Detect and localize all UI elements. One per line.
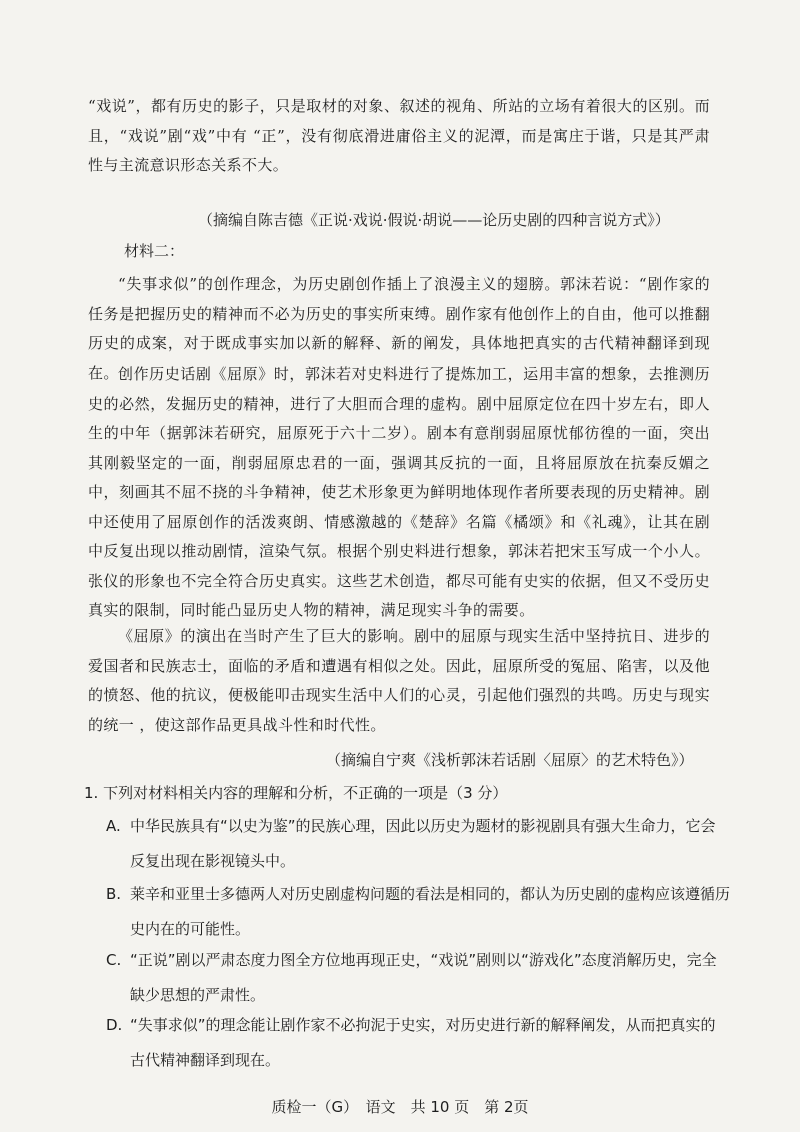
- material2-paragraph-1: “失事求似”的创作理念，为历史剧创作插上了浪漫主义的翅膀。郭沫若说：“剧作家的任务是把握历史的精神而不必为历史的事实所束缚。剧作家有他创作上的自由，他可以推翻历史的成案，对于既成事实加以新的解释、新的阐发，具体地把真实的古代精神翻译到现在。: [88, 275, 710, 382]
- material2-source: （摘编自宁爽《浅析郭沫若话剧〈屈原〉的艺术特色》）: [326, 751, 694, 769]
- question-1-option-a[interactable]: [106, 809, 730, 879]
- option-letter: B.: [106, 885, 122, 903]
- page-footer: 质检一（G） 语文 共 10 页 第 2页: [271, 1098, 529, 1116]
- question-1-option-d[interactable]: [106, 1008, 730, 1078]
- question-1-option-b[interactable]: [106, 877, 730, 947]
- option-letter: A.: [106, 817, 121, 835]
- material2-paragraph-3: 《屈原》的演出在当时产生了巨大的影响。剧中的屈原与现实生活中坚持抗日、进步的爱国者和民族志士，面临的矛盾和遭遇有相似之处。因此，屈原所受的冤屈、陷害，以及他的愤怒、他的抗议，便极能叩击现实生活中人们的心灵，引起他们强烈的共鸣。历史与现实的统一 ，使这部作品更具战斗性和时代性。: [88, 627, 710, 734]
- material2-label: 材料二：: [124, 242, 185, 260]
- option-text: 中华民族具有“以史为鉴”的民族心理，因此以历史为题材的影视剧具有强大生命力，它会反复出现在影视镜头中。: [130, 817, 716, 870]
- material2-paragraph-2: 创作历史话剧《屈原》时，郭沫若对史料进行了提炼加工，运用丰富的想象，去推测历史的必然，发掘历史的精神，进行了大胆而合理的虚构。剧中屈原定位在四十岁左右，即人生的中年（据郭沫若研究，屈原死于六十二岁）。剧本有意削弱屈原忧郁彷徨的一面，突出其刚毅坚定的一面，削弱屈原忠君的一面，强调其反抗的一面，且将屈原放在抗秦反媚之中，刻画其不屈不挠的斗争精神，使艺术形象更为鲜明地体现作者所要表现的历史精神。剧中还使用了屈原创作的活泼爽朗、情感激越的《楚辞》名篇《橘颂》和《礼魂》，让其在剧中反复出现以推动剧情，渲染气氛。根据个别史料进行想象，郭沫若把宋玉写成一个小人。张仪的形象也不完全符合历史真实。这些艺术创造，都尽可能有史实的依据，但又不受历史真实的限制，同时能凸显历史人物的精神，满足现实斗争的需要。: [88, 365, 710, 619]
- option-letter: C.: [106, 951, 122, 969]
- option-text: 莱辛和亚里士多德两人对历史剧虚构问题的看法是相同的，都认为历史剧的虚构应该遵循历史内在的可能性。: [130, 885, 731, 938]
- option-letter: D.: [106, 1016, 123, 1034]
- question-1-stem: 1. 下列对材料相关内容的理解和分析，不正确的一项是（3 分）: [84, 784, 508, 802]
- option-text: “正说”剧以严肃态度力图全方位地再现正史，“戏说”剧则以“游戏化”态度消解历史，完全缺少思想的严肃性。: [130, 951, 717, 1004]
- option-text: “失事求似”的理念能让剧作家不必拘泥于史实，对历史进行新的解释阐发，从而把真实的古代精神翻译到现在。: [130, 1016, 716, 1069]
- material1-continuation: “戏说”，都有历史的影子，只是取材的对象、叙述的视角、所站的立场有着很大的区别。而且，“戏说”剧“戏”中有 “正”，没有彻底滑进庸俗主义的泥潭，而是寓庄于谐，只是其严肃性与主流意识形态关系不大。: [88, 97, 710, 174]
- question-1-option-c[interactable]: [106, 943, 730, 1013]
- material1-source: （摘编自陈吉德《正说·戏说·假说·胡说——论历史剧的四种言说方式》）: [198, 211, 670, 229]
